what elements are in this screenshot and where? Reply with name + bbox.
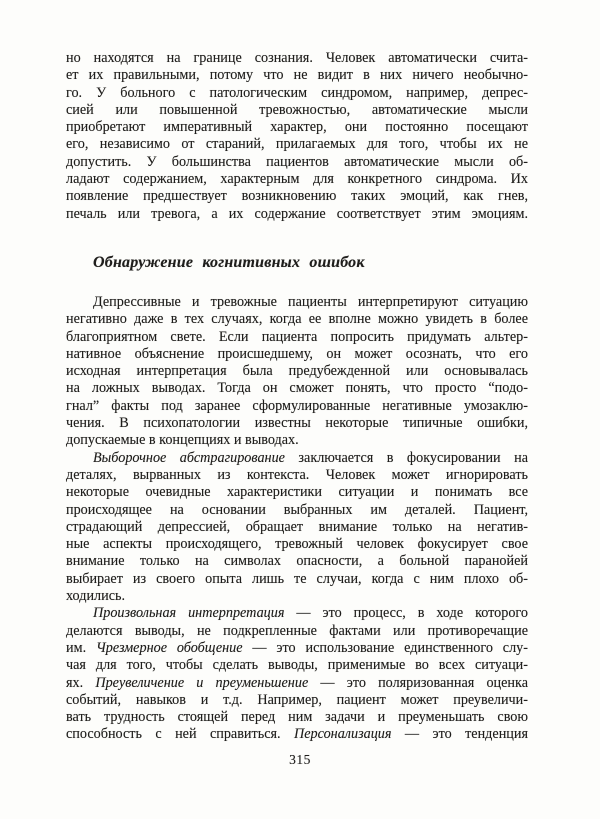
body-text: Депрессивные и тревожные пациенты интерпретируют ситуацию bbox=[93, 293, 528, 310]
body-text: ладают содержанием, характерным для конкретного синдрома. Их bbox=[66, 171, 528, 188]
text-line bbox=[66, 119, 528, 136]
paragraph bbox=[66, 294, 528, 450]
text-line bbox=[66, 484, 528, 501]
body-text: негативно даже в тех случаях, когда ее вполне можно увидеть в более bbox=[66, 311, 528, 328]
text-line bbox=[66, 502, 528, 519]
section-heading: Обнаружение когнитивных ошибок bbox=[93, 253, 365, 271]
text-line bbox=[66, 450, 528, 467]
text-line bbox=[66, 67, 528, 84]
body-text: но находятся на границе сознания. Человек автоматически счита- bbox=[66, 50, 528, 66]
body-text: го. У больного с патологическим синдромом, например, депрес- bbox=[66, 84, 528, 101]
body-text: ет их правильными, потому что не видит в них ничего необычно- bbox=[66, 67, 528, 84]
body-text: — это процесс, в ходе которого bbox=[284, 605, 528, 622]
body-text: ях. bbox=[66, 674, 96, 691]
body-text: внимание только на символах опасности, а больной паранойей bbox=[66, 553, 528, 570]
text-line bbox=[66, 692, 528, 709]
text-line bbox=[66, 102, 528, 119]
text-line bbox=[66, 432, 528, 449]
text-line bbox=[66, 467, 528, 484]
body-text: чения. В психопатологии известны некоторые типичные ошибки, bbox=[66, 415, 528, 432]
page-text bbox=[66, 50, 528, 744]
body-text: появление предшествует возникновению таких эмоций, как гнев, bbox=[66, 188, 528, 205]
body-text: выбирает из своего опыта лишь те случаи, когда с ним плохо об- bbox=[66, 570, 528, 587]
italic-term: Преувеличение и преуменьшение bbox=[95, 674, 309, 691]
text-line bbox=[66, 363, 528, 380]
text-line bbox=[66, 206, 528, 223]
italic-term: Произвольная интерпретация bbox=[93, 605, 285, 622]
body-text: происходящее на основании выбранных им деталей. Пациент, bbox=[66, 501, 528, 518]
body-text: вать трудность стоящей перед ним задачи и преуменьшать свою bbox=[66, 709, 528, 726]
body-text: заключается в фокусировании на bbox=[284, 449, 528, 466]
text-line bbox=[66, 623, 528, 640]
body-text: — это тенденция bbox=[391, 726, 528, 743]
body-text: ные аспекты происходящего, тревожный человек фокусирует свое bbox=[66, 536, 528, 553]
body-text: — это использование единственного слу- bbox=[242, 639, 528, 656]
paragraph bbox=[66, 50, 528, 223]
body-text: ходились. bbox=[66, 588, 126, 605]
body-text: допустить. У большинства пациентов автоматические мысли об- bbox=[66, 153, 528, 170]
italic-term: Персонализация bbox=[293, 726, 392, 743]
body-text: некоторые очевидные характеристики ситуации и понимать все bbox=[66, 484, 528, 501]
text-line bbox=[66, 188, 528, 205]
body-text: делаются выводы, не подкрепленные фактами или противоречащие bbox=[66, 622, 528, 639]
body-text: на ложных выводах. Тогда он сможет понять, что просто “подо- bbox=[66, 380, 528, 397]
body-text: деталях, вырванных из контекста. Человек может игнорировать bbox=[66, 466, 528, 483]
text-line bbox=[66, 171, 528, 188]
text-line bbox=[66, 329, 528, 346]
text-line bbox=[66, 519, 528, 536]
body-text: способность с ней справиться. bbox=[66, 726, 294, 743]
body-text: благоприятном свете. Если пациента попросить придумать альтер- bbox=[66, 328, 528, 345]
text-line bbox=[66, 154, 528, 171]
italic-term: Выборочное абстрагирование bbox=[93, 449, 285, 466]
text-line bbox=[66, 726, 528, 743]
text-line bbox=[66, 709, 528, 726]
text-line bbox=[66, 640, 528, 657]
text-line bbox=[66, 294, 528, 311]
paragraphs-before-heading bbox=[66, 50, 528, 223]
page-number: 315 bbox=[289, 752, 311, 767]
text-line bbox=[66, 136, 528, 153]
body-text: чая для того, чтобы сделать выводы, применимые во всех ситуаци- bbox=[66, 657, 528, 674]
body-text: им. bbox=[66, 639, 96, 656]
text-line bbox=[66, 536, 528, 553]
body-text: гнал” факты под заранее сформулированные негативные умозаклю- bbox=[66, 397, 528, 414]
body-text: сией или повышенной тревожностью, автоматические мысли bbox=[66, 101, 528, 118]
body-text: событий, навыков и т.д. Например, пациент может преувеличи- bbox=[66, 691, 528, 708]
text-line bbox=[66, 380, 528, 397]
text-line bbox=[66, 398, 528, 415]
italic-term: Чрезмерное обобщение bbox=[95, 639, 243, 656]
paragraph bbox=[66, 450, 528, 606]
text-line bbox=[66, 675, 528, 692]
body-text: нативное объяснение происшедшему, он может осознать, что его bbox=[66, 345, 528, 362]
text-line bbox=[66, 311, 528, 328]
body-text: приобретают императивный характер, они постоянно посещают bbox=[66, 119, 528, 136]
paragraph bbox=[66, 605, 528, 743]
text-line bbox=[66, 415, 528, 432]
text-line bbox=[66, 657, 528, 674]
text-line bbox=[66, 588, 528, 605]
text-line bbox=[66, 553, 528, 570]
text-line bbox=[66, 571, 528, 588]
body-text: — это поляризованная оценка bbox=[308, 674, 528, 691]
paragraphs-after-heading bbox=[66, 294, 528, 744]
text-line bbox=[66, 85, 528, 102]
body-text: страдающий депрессией, обращает внимание только на негатив- bbox=[66, 518, 528, 535]
body-text: допускаемые в концепциях и выводах. bbox=[66, 432, 299, 449]
text-line bbox=[66, 605, 528, 622]
text-line bbox=[66, 50, 528, 67]
body-text: исходная интерпретация была предубежденной или основывалась bbox=[66, 363, 528, 380]
text-line bbox=[66, 346, 528, 363]
body-text: печаль или тревога, а их содержание соответствует этим эмоциям. bbox=[66, 205, 528, 222]
body-text: его, независимо от стараний, прилагаемых для того, чтобы их не bbox=[66, 136, 528, 153]
